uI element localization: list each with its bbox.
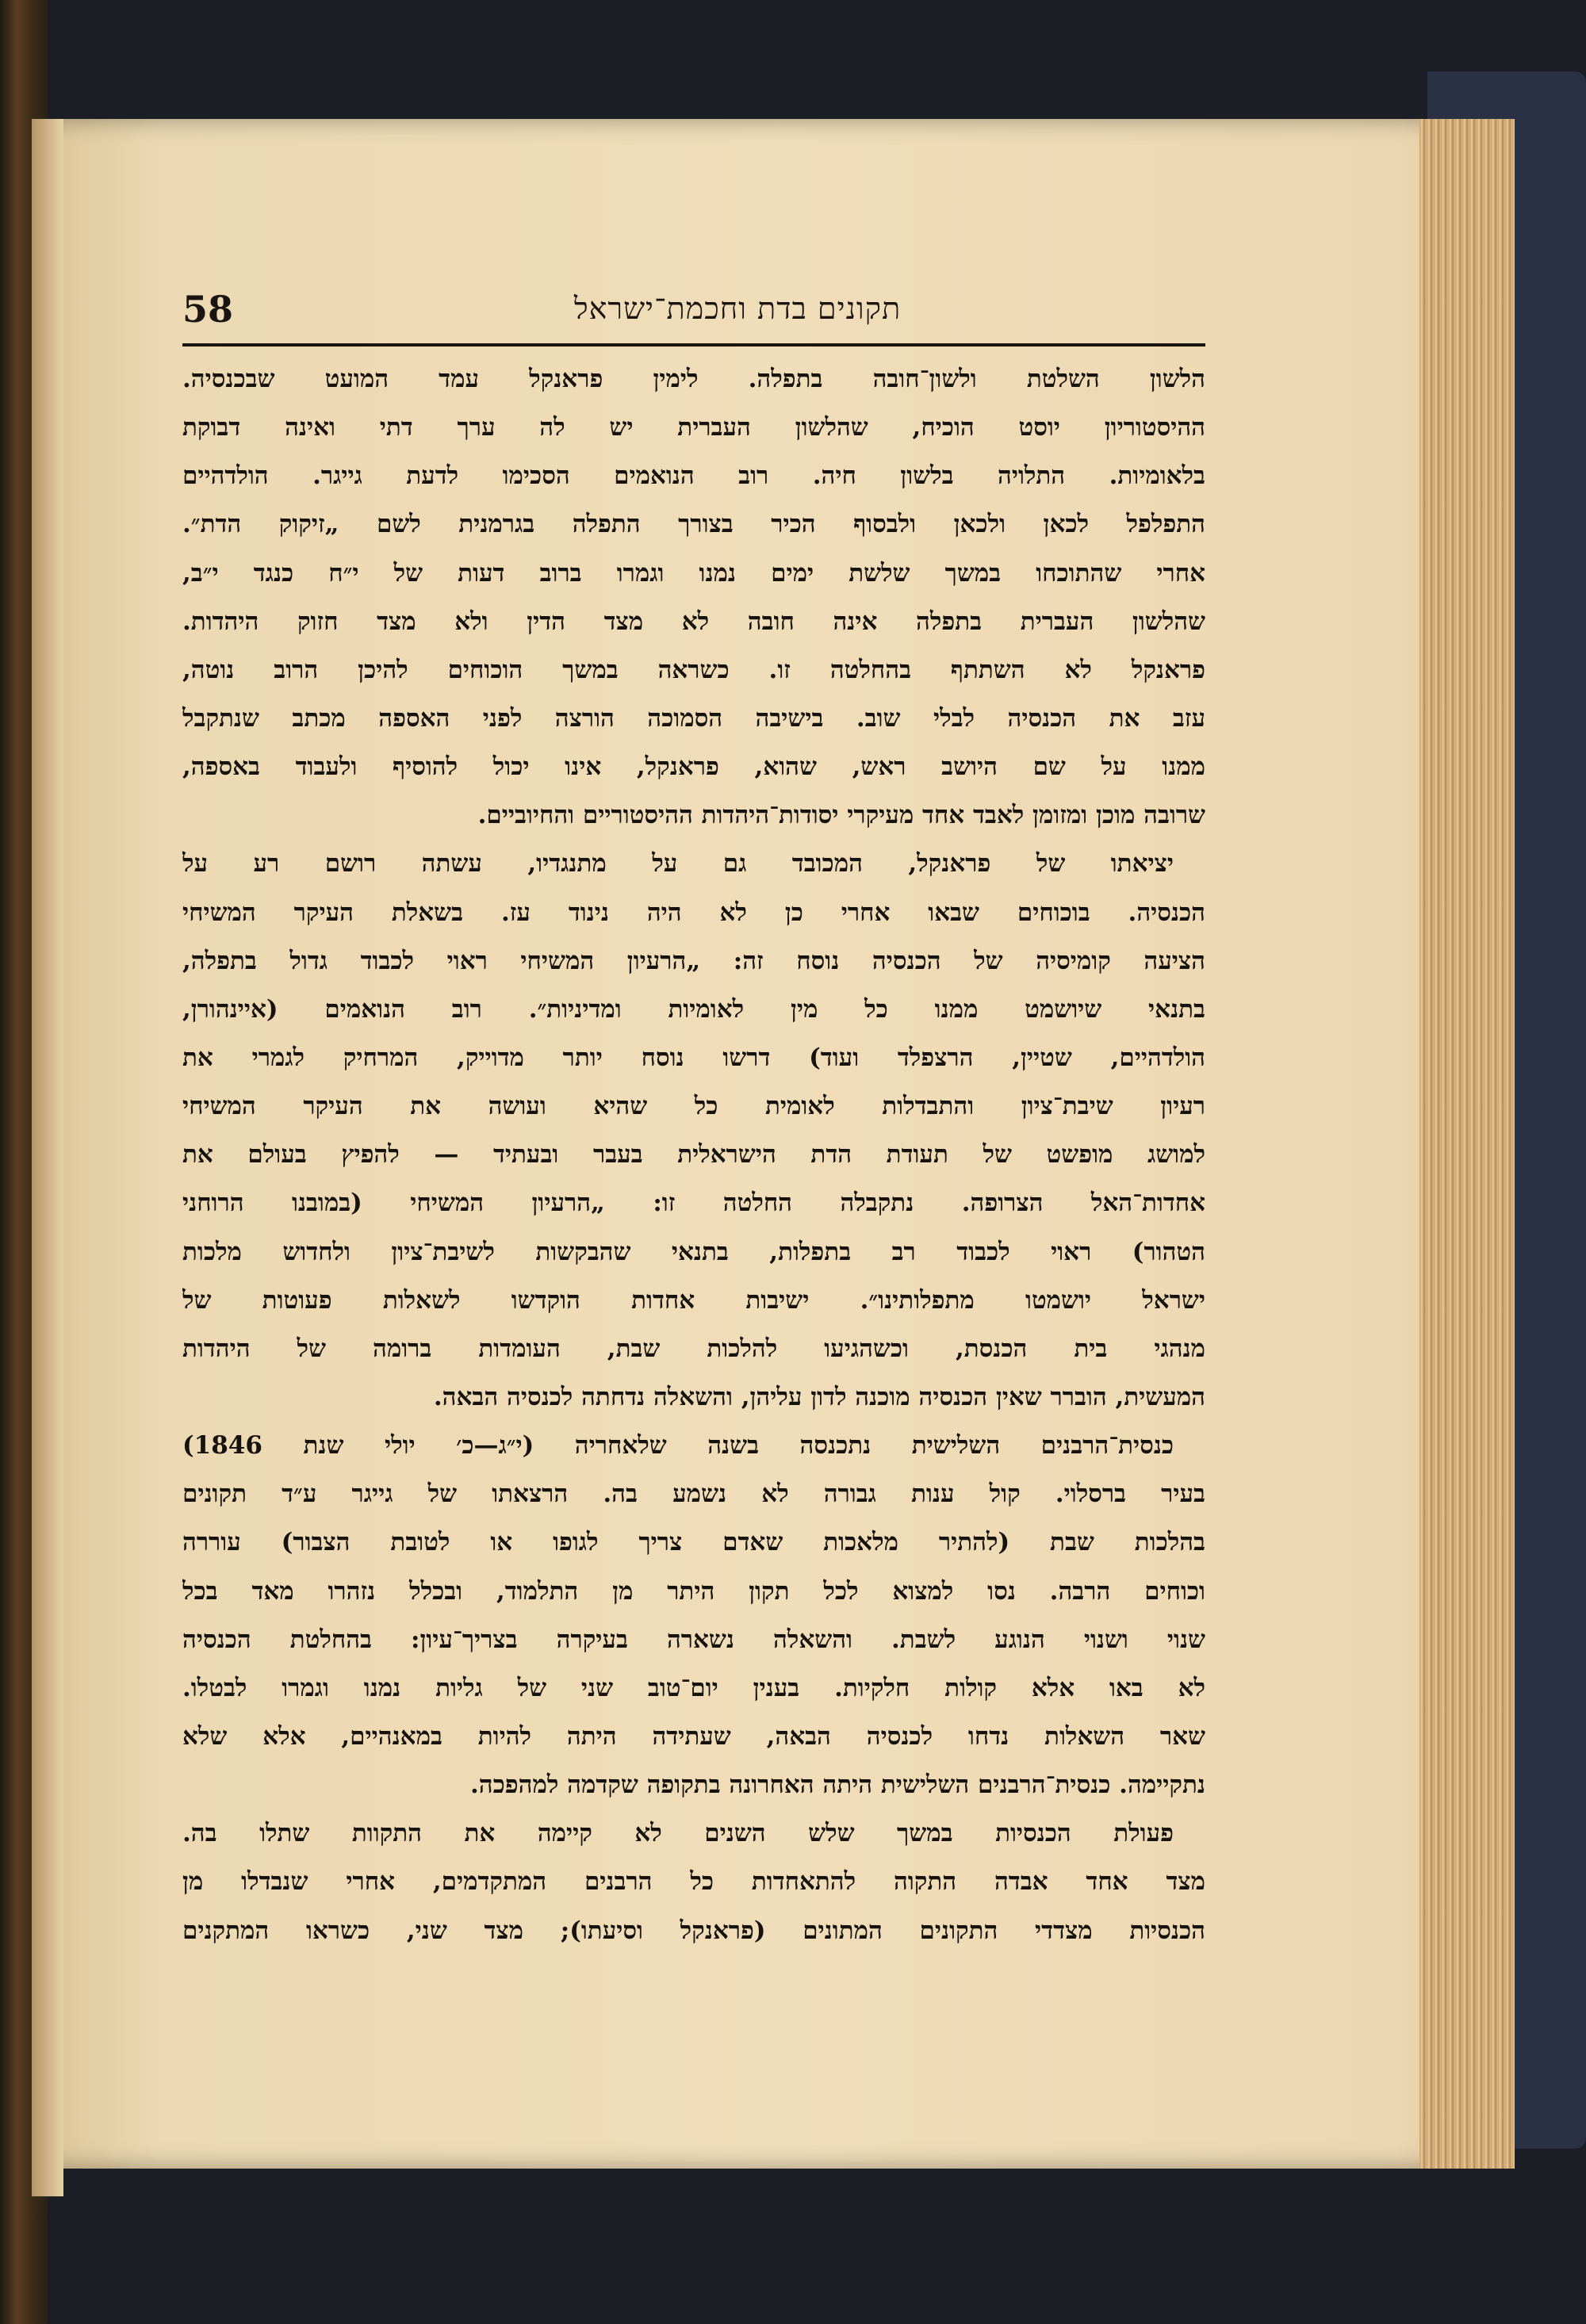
page-number: 58 — [182, 288, 234, 331]
text-line: רעיון שיבת־ציון והתבדלות לאומית כל שהיא ועושה את העיקר המשיחי — [182, 1092, 1205, 1121]
text-line: שנוי ושנוי הנוגע לשבת. והשאלה נשארה בעיקרה בצריך־עיון: בהחלטת הכנסיה — [182, 1625, 1205, 1654]
text-line: וכוחים הרבה. נסו למצוא לכל תקון היתר מן התלמוד, ובכלל נזהרו מאד בכל — [182, 1576, 1205, 1606]
text-line: כנסית־הרבנים השלישית נתכנסה בשנה שלאחריה (י״ג—כ׳ יולי שנת 1846) — [182, 1431, 1174, 1461]
text-line: פראנקל לא השתתף בהחלטה זו. כשראה במשך הוכוחים להיכן הרוב נוטה, — [182, 655, 1205, 684]
text-line: שאר השאלות נדחו לכנסיה הבאה, שעתידה היתה להיות במאנהיים, אלא שלא — [182, 1721, 1205, 1751]
text-line: המעשית, הוברר שאין הכנסיה מוכנה לדון עליהן, והשאלה נדחתה לכנסיה הבאה. — [433, 1382, 1205, 1411]
text-line: יציאתו של פראנקל, המכובד גם על מתנגדיו, עשתה רושם רע על — [182, 849, 1174, 879]
text-line: הציעה קומיסיה של הכנסיה נוסח זה: „הרעיון המשיחי ראוי לכבוד גדול בתפלה, — [182, 946, 1205, 975]
text-line: ההיסטוריון יוסט הוכיח, שהלשון העברית יש לה ערך דתי ואינה דבוקת — [182, 413, 1205, 442]
text-line: בתנאי שיושמט ממנו כל מין לאומיות ומדיניות״. רוב הנואמים (איינהורן, — [182, 994, 1205, 1024]
text-line: למושג מופשט של תעודת הדת הישראלית בעבר ובעתיד — להפיץ בעולם את — [182, 1140, 1205, 1170]
running-title: תקונים בדת וחכמת־ישראל — [573, 291, 902, 326]
text-line: שרובה מוכן ומזומן לאבד אחד מעיקרי יסודות־היהדות ההיסטוריים והחיוביים. — [477, 801, 1205, 830]
text-line: ממנו על שם היושב ראש, שהוא, פראנקל, אינו יכול להוסיף ולעבוד באספה, — [182, 752, 1205, 782]
text-line: הטהור) ראוי לכבוד רב בתפלות, בתנאי שהבקשות לשיבת־ציון ולחדוש מלכות — [182, 1237, 1205, 1266]
text-line: בהלכות שבת (להתיר מלאכות שאדם צריך לגופו או לטובת הצבור) עוררה — [182, 1528, 1205, 1557]
text-line: הלשון השלטת ולשון־חובה בתפלה. לימין פראנקל עמד המועט שבכנסיה. — [182, 365, 1205, 393]
text-line: נתקיימה. כנסית־הרבנים השלישית היתה האחרונה בתקופה שקדמה למהפכה. — [469, 1771, 1205, 1800]
facing-page-edge — [32, 119, 63, 2196]
text-line: אחדות־האל הצרופה. נתקבלה החלטה זו: „הרעיון המשיחי (במובנו הרוחני — [182, 1189, 1205, 1218]
text-line: מצד אחד אבדה התקוה להתאחדות כל הרבנים המתקדמים, אחרי שנבדלו מן — [182, 1867, 1205, 1897]
text-line: פעולת הכנסיות במשך שלש השנים לא קיימה את התקוות שתלו בה. — [182, 1819, 1174, 1848]
text-line: שהלשון העברית בתפלה אינה חובה לא מצד הדין ולא מצד חזוק היהדות. — [182, 607, 1205, 636]
text-line: לא באו אלא קולות חלקיות. בענין יום־טוב שני של גליות נמנו וגמרו לבטלו. — [182, 1673, 1205, 1702]
text-line: ישראל יושמטו מתפלותינו״. ישיבות אחדות הוקדשו לשאלות פעוטות של — [182, 1285, 1205, 1315]
text-line: הכנסיה. בוכוחים שבאו אחרי כן לא היה נינוד עז. בשאלת העיקר המשיחי — [182, 898, 1205, 927]
text-line: התפלפל לכאן ולכאן ולבסוף הכיר בצורך התפלה בגרמנית לשם „זיקוק הדת״. — [182, 510, 1205, 539]
body-text — [182, 355, 1205, 2052]
page-edges — [1419, 119, 1515, 2169]
text-line: בלאומיות. התלויה בלשון חיה. רוב הנואמים הסכימו לדעת גייגר. הולדהיים — [182, 461, 1205, 491]
text-line: הכנסיות מצדדי התקונים המתונים (פראנקל וסיעתו); מצד שני, כשראו המתקנים — [182, 1916, 1205, 1945]
text-line: בעיר ברסלוי. קול ענות גבורה לא נשמע בה. הרצאתו של גייגר ע״ד תקונים — [182, 1480, 1205, 1509]
text-line: מנהגי בית הכנסת, וכשהגיעו להלכות שבת, העומדות ברומה של היהדות — [182, 1334, 1205, 1363]
text-line: אחרי שהתוכחו במשך שלשת ימים נמנו וגמרו ברוב דעות של י״ח כנגד י״ב, — [182, 558, 1205, 588]
text-line: הולדהיים, שטיין, הרצפלד ועוד) דרשו נוסח יותר מדוייק, המרחיק לגמרי את — [182, 1043, 1205, 1072]
text-line: עזב את הכנסיה לבלי שוב. בישיבה הסמוכה הורצה לפני האספה מכתב שנתקבל — [182, 703, 1205, 733]
page-header — [182, 280, 1205, 346]
